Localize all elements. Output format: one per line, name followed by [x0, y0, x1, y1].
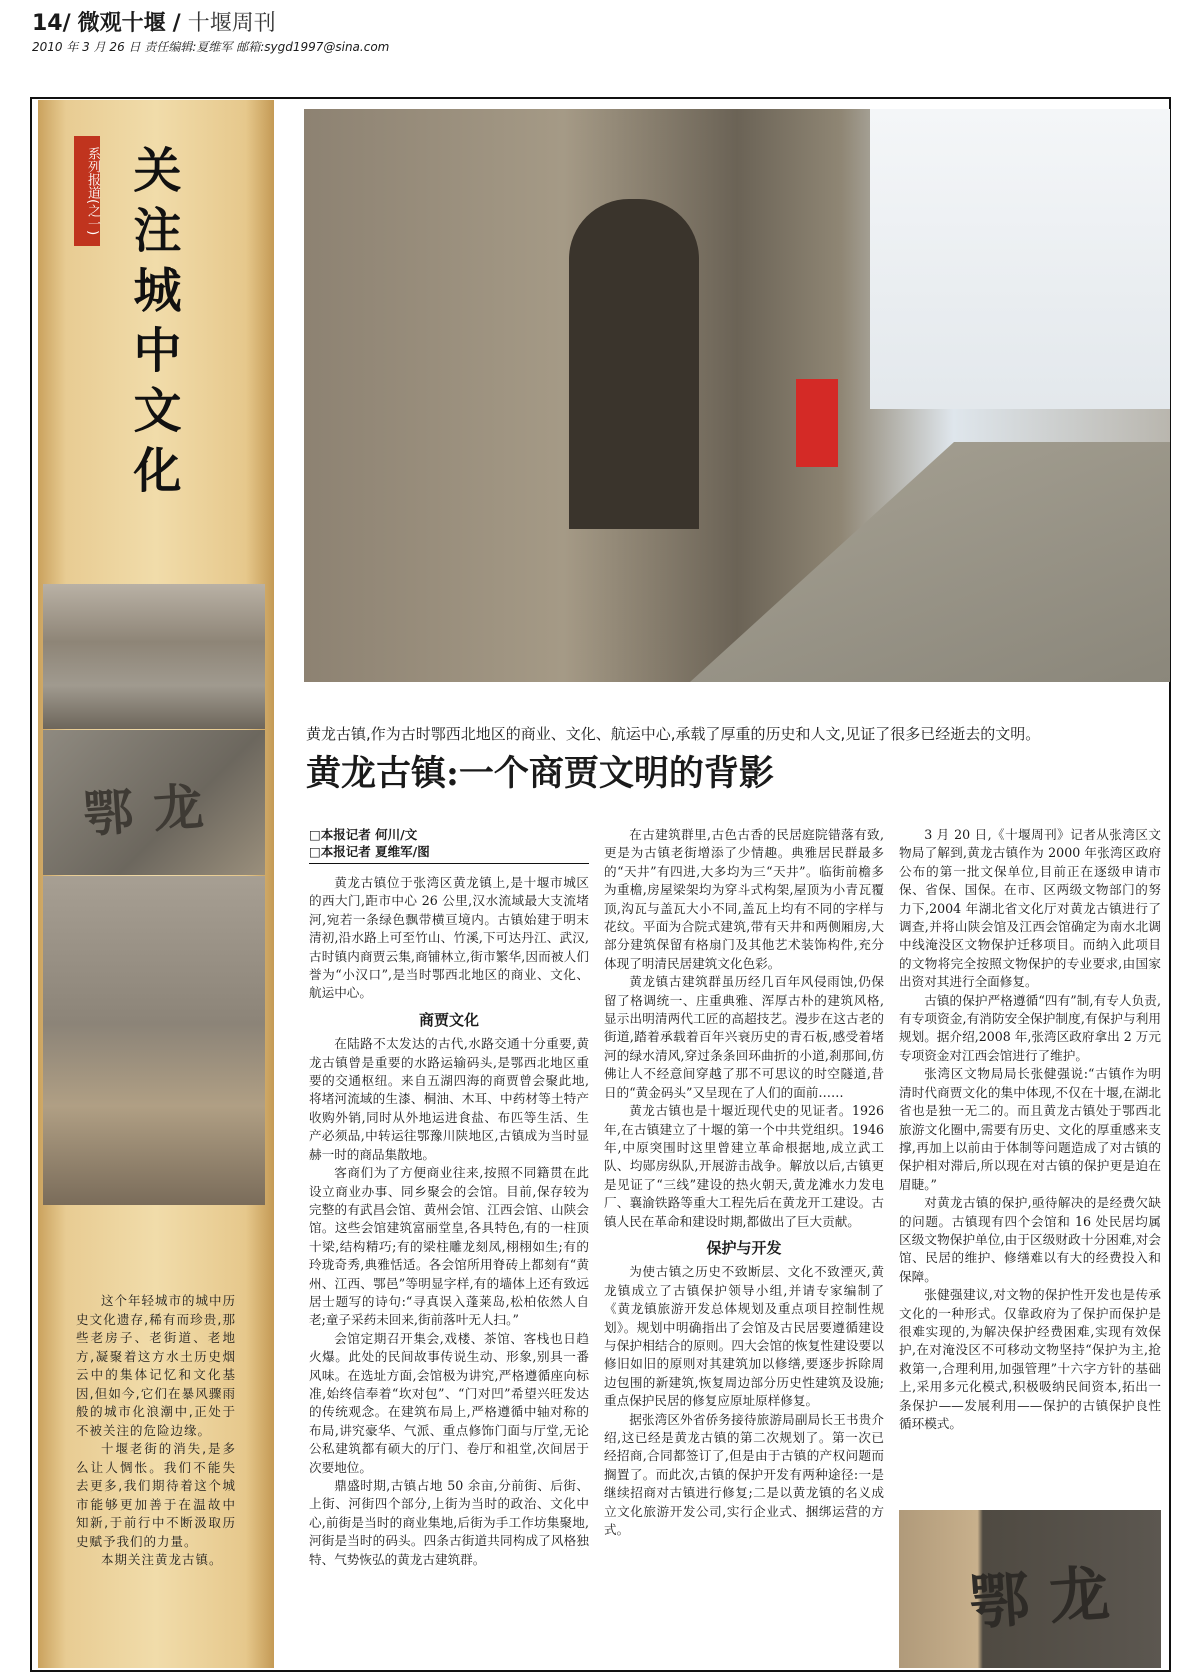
article-column-3 — [899, 826, 1161, 1433]
paragraph: 在陆路不太发达的古代,水路交通十分重要,黄龙古镇曾是重要的水路运输码头,是鄂西北地区重要的交通枢纽。来自五湖四海的商贾曾会聚此地,将堵河流域的生漆、桐油、木耳、中药材等土特产收购外销,同时从外地运进食盐、布匹等生活、生产必须品,中转运往鄂豫川陕地区,古镇成为当时显赫一时的商品集散地。 — [309, 1036, 589, 1162]
main-photo-old-street — [304, 109, 1170, 682]
paragraph: 张健强建议,对文物的保护性开发也是传承文化的一种形式。仅靠政府为了保护而保护是很难实现的,为解决保护经费困难,实现有效保护,在对淹没区不可移动文物坚持“保护为主,抢救第一,合理利用,加强管理”十六字方针的基础上,采用多元化模式,积极吸纳民间资本,拓出一条保护——发展利用——保护的古镇保护良性循环模式。 — [899, 1287, 1161, 1431]
paragraph: 古镇的保护严格遵循“四有”制,有专人负责,有专项资金,有消防安全保护制度,有保护与利用规划。据介绍,2008 年,张湾区政府拿出 2 万元专项资金对江西会馆进行了维护。 — [899, 992, 1161, 1063]
stone-inscription: 鄂龙 — [81, 775, 226, 844]
photo-sky — [870, 109, 1170, 409]
paragraph: 客商们为了方便商业往来,按照不同籍贯在此设立商业办事、同乡聚会的会馆。目前,保存较为完整的有武昌会馆、黄州会馆、江西会馆、山陕会馆。这些会馆建筑富丽堂皇,各具特色,有的一柱顶十梁,结构精巧;有的梁柱雕龙刻凤,栩栩如生;有的玲珑奇秀,典雅恬适。各会馆所用脊砖上都刻有“黄州、江西、鄂邑”等明显字样,有的墙体上还有致远居士题写的诗句:“寻真误入蓬莱岛,松柏依然人自老;童子采药未回来,街前落叶无人扫。” — [309, 1165, 589, 1328]
dateline: 2010 年 3 月 26 日 责任编辑:夏维军 邮箱:sygd1997@sina.com — [32, 40, 390, 54]
photo-road — [690, 442, 1170, 682]
byline — [309, 826, 589, 864]
bottom-photo-stone-inscription — [899, 1510, 1161, 1668]
paragraph: 黄龙古镇也是十堰近现代史的见证者。1926 年,在古镇建立了十堰的第一个中共党组织。1946 年,中原突围时这里曾建立革命根据地,成立武工队、均郧房纵队,开展游击战争。解放以后,古镇更是见证了“三线”建设的热火朝天,黄龙滩水力发电厂、襄渝铁路等重大工程先后在黄龙开工建设。古镇人民在革命和建设时期,都做出了巨大贡献。 — [604, 1103, 884, 1229]
subheading: 保护与开发 — [706, 1238, 782, 1257]
photo-doorway — [569, 199, 699, 529]
byline-photographer: □本报记者 夏维军/图 — [309, 844, 430, 859]
paragraph: 3 月 20 日,《十堰周刊》记者从张湾区文物局了解到,黄龙古镇作为 2000 年张湾区政府公布的第一批文保单位,目前正在逐级申请市保、省保、国保。在市、区两级文物部门的努力下,2004 年湖北省文化厅对黄龙古镇进行了调查,并将山陕会馆及江西会馆确定为南水北调中线淹没区文物保护迁移项目。而纳入此项目的文物将完全按照文物保护的专业要求,由国家出资对其进行全面修复。 — [899, 827, 1161, 990]
page-number: 14/ — [32, 11, 71, 36]
header-separator: / — [172, 11, 181, 36]
paragraph: 鼎盛时期,古镇占地 50 余亩,分前街、后街、上街、河街四个部分,上街为当时的政治、文化中心,前街是当时的商业集地,后街为手工作坊集聚地,河街是当时的码头。四条古街道共同构成了风格独特、气势恢弘的黄龙古建筑群。 — [309, 1478, 589, 1567]
sidebar-photo-stone-inscription — [43, 730, 265, 875]
sidebar-photo-residents — [43, 876, 265, 1205]
paragraph: 为使古镇之历史不致断层、文化不致湮灭,黄龙镇成立了古镇保护领导小组,并请专家编制了《黄龙镇旅游开发总体规划及重点项目控制性规划》。规划中明确指出了会馆及古民居要遵循建设与保护相结合的原则。四大会馆的恢复性建设要以修旧如旧的原则对其建筑加以修缮,要逐步拆除周边包围的新建筑,恢复周边部分历史性建筑及设施;重点保护民居的修复应原址原样修复。 — [604, 1264, 884, 1409]
paragraph: 对黄龙古镇的保护,亟待解决的是经费欠缺的问题。古镇现有四个会馆和 16 处民居均属区级文物保护单位,由于区级财政十分困难,对会馆、民居的维护、修缮难以有大的经费投入和保障。 — [899, 1195, 1161, 1284]
publication-name: 十堰周刊 — [187, 11, 276, 36]
column-title: 关注城中文化 — [125, 145, 181, 505]
paragraph: 黄龙古镇位于张湾区黄龙镇上,是十堰市城区的西大门,距市中心 26 公里,汉水流域最大支流堵河,宛若一条绿色飘带横亘境内。古镇始建于明末清初,沿水路上可至竹山、竹溪,下可达丹江、武汉,古时镇内商贾云集,商铺林立,街市繁华,因而被人们誉为“小汉口”,是当时鄂西北地区的商业、文化、航运中心。 — [309, 875, 589, 1001]
series-tag: 系列报道(之一) — [74, 136, 100, 246]
sidebar-photo-street — [43, 584, 265, 729]
subheading: 商贾文化 — [418, 1010, 479, 1029]
paragraph: 会馆定期召开集会,戏楼、茶馆、客栈也日趋火爆。此处的民间故事传说生动、形象,别具一番风味。在选址方面,会馆极为讲究,严格遵循座向标准,始终信奉着“坎对包”、“门对凹”希望兴旺发达的传统观念。在建筑布局上,严格遵循中轴对称的布局,讲究豪华、气派、重点修饰门面与厅堂,无论公私建筑都有硕大的厅门、卷厅和祖堂,次间居于次要地位。 — [309, 1330, 589, 1475]
sidebar-intro — [76, 1292, 236, 1570]
intro-paragraph: 这个年轻城市的城中历史文化遗存,稀有而珍贵,那些老房子、老街道、老地方,凝聚着这方水土历史烟云中的集体记忆和文化基因,但如今,它们在暴风骤雨般的城市化浪潮中,正处于不被关注的危险边缘。 — [76, 1293, 237, 1438]
section-name: 微观十堰 — [77, 11, 166, 36]
paragraph: 黄龙镇古建筑群虽历经几百年风侵雨蚀,仍保留了格调统一、庄重典雅、浑厚古朴的建筑风格,显示出明清两代工匠的高超技艺。漫步在这古老的街道,踏着承载着百年兴衰历史的青石板,感受着堵河的绿水清风,穿过条条回环曲折的小道,刹那间,仿佛让人不经意间穿越了那不可思议的时空隧道,昔日的“黄金码头”又呈现在了人们的面前…… — [604, 974, 884, 1100]
photo-red-clothes — [796, 379, 838, 467]
paragraph: 张湾区文物局局长张健强说:“古镇作为明清时代商贾文化的集中体现,不仅在十堰,在湖北省也是独一无二的。而且黄龙古镇处于鄂西北旅游文化圈中,需要有历史、文化的厚重感来支撑,再加上以前由于体制等问题造成了对古镇的保护相对滞后,所以现在对古镇的保护更是迫在眉睫。” — [899, 1066, 1161, 1192]
article-column-1 — [309, 874, 589, 1569]
intro-paragraph: 十堰老街的消失,是多么让人惆怅。我们不能失去更多,我们期待着这个城市能够更加善于在温故中知新,于前行中不断汲取历史赋予我们的力量。 — [76, 1441, 236, 1549]
article-title: 黄龙古镇:一个商贾文明的背影 — [306, 753, 774, 794]
paragraph: 在古建筑群里,古色古香的民居庭院错落有致,更是为古镇老街增添了少情趣。典雅居民群最多的“天井”有四进,大多均为三“天井”。临街前檐多为重檐,房屋梁架均为穿斗式构架,屋顶为小青瓦覆顶,沟瓦与盖瓦大小不同,盖瓦上均有不同的字样与花纹。平面为合院式建筑,带有天井和两侧厢房,大部分建筑保留有格扇门及其他艺术装饰构件,充分体现了明清民居建筑文化色彩。 — [604, 827, 884, 971]
byline-writer: □本报记者 何川/文 — [309, 827, 418, 842]
intro-paragraph: 本期关注黄龙古镇。 — [101, 1552, 223, 1567]
article-column-2 — [604, 826, 884, 1539]
stone-inscription-large: 鄂龙 — [967, 1557, 1132, 1639]
page-header — [32, 6, 276, 37]
paragraph: 据张湾区外省侨务接待旅游局副局长王书贵介绍,这已经是黄龙古镇的第二次规划了。第一次已经招商,合同都签订了,但是由于古镇的产权问题而搁置了。而此次,古镇的保护开发有两种途径:一是继续招商对古镇进行修复;二是以黄龙镇的名义成立文化旅游开发公司,实行企业式、捆绑运营的方式。 — [604, 1411, 884, 1538]
photo-caption: 黄龙古镇,作为古时鄂西北地区的商业、文化、航运中心,承载了厚重的历史和人文,见证了很多已经逝去的文明。 — [306, 725, 1041, 743]
